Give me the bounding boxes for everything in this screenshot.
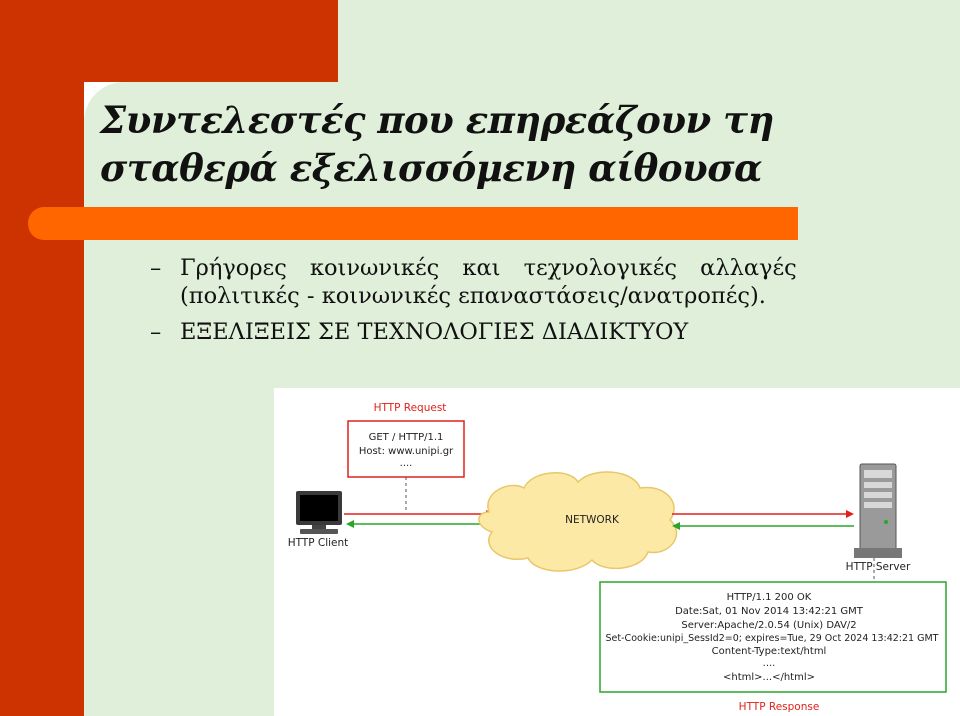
response-arrowhead <box>346 520 354 528</box>
request-arrowhead <box>846 510 854 518</box>
server-icon <box>854 464 902 558</box>
title-underline-bar <box>28 207 798 240</box>
response-line: .... <box>762 658 776 669</box>
response-line: Set-Cookie:unipi_SessId2=0; expires=Tue, 29 Oct 2024 13:42:21 GMT <box>605 633 939 644</box>
request-line: Host: www.unipi.gr <box>358 446 454 457</box>
bullet-list <box>150 254 940 346</box>
request-title: HTTP Request <box>373 402 447 414</box>
top-green-strip <box>338 0 960 82</box>
title-line-2: σταθερά εξελισσόμενη αίθουσα <box>100 146 762 190</box>
http-diagram <box>274 388 960 716</box>
response-line: HTTP/1.1 200 OK <box>726 592 812 603</box>
bullet-2-line-1: ΕΞΕΛΙΞΕΙΣ ΣΕ ΤΕΧΝΟΛΟΓΙΕΣ ΔΙΑΔΙΚΤΥΟΥ <box>180 319 689 345</box>
title-line-1: Συντελεστές που επηρεάζουν τη <box>100 98 774 142</box>
network-label: NETWORK <box>565 514 619 526</box>
client-label: HTTP Client <box>287 537 349 549</box>
bullet-dash: – <box>150 319 162 345</box>
response-line: Server:Apache/2.0.54 (Unix) DAV/2 <box>681 620 857 631</box>
response-title: HTTP Response <box>738 701 820 713</box>
http-diagram-svg <box>274 388 960 716</box>
response-line: Date:Sat, 01 Nov 2014 13:42:21 GMT <box>675 606 863 617</box>
response-line: <html>...</html> <box>723 672 815 683</box>
computer-icon <box>296 491 342 534</box>
bullet-dash: – <box>150 255 162 281</box>
left-accent-band <box>0 0 84 716</box>
bullet-1-line-2: (πολιτικές - κοινωνικές επαναστάσεις/ανατροπές). <box>180 283 766 309</box>
slide-title <box>100 96 900 192</box>
request-line: GET / HTTP/1.1 <box>368 432 444 443</box>
bullet-item <box>150 254 940 310</box>
bullet-item <box>150 318 940 346</box>
bullet-1-line-1: Γρήγορες κοινωνικές και τεχνολογικές αλλαγές <box>180 255 797 281</box>
response-line: Content-Type:text/html <box>711 646 827 657</box>
server-label: HTTP Server <box>845 561 911 573</box>
request-line: .... <box>399 458 413 469</box>
top-accent-block <box>0 0 338 82</box>
